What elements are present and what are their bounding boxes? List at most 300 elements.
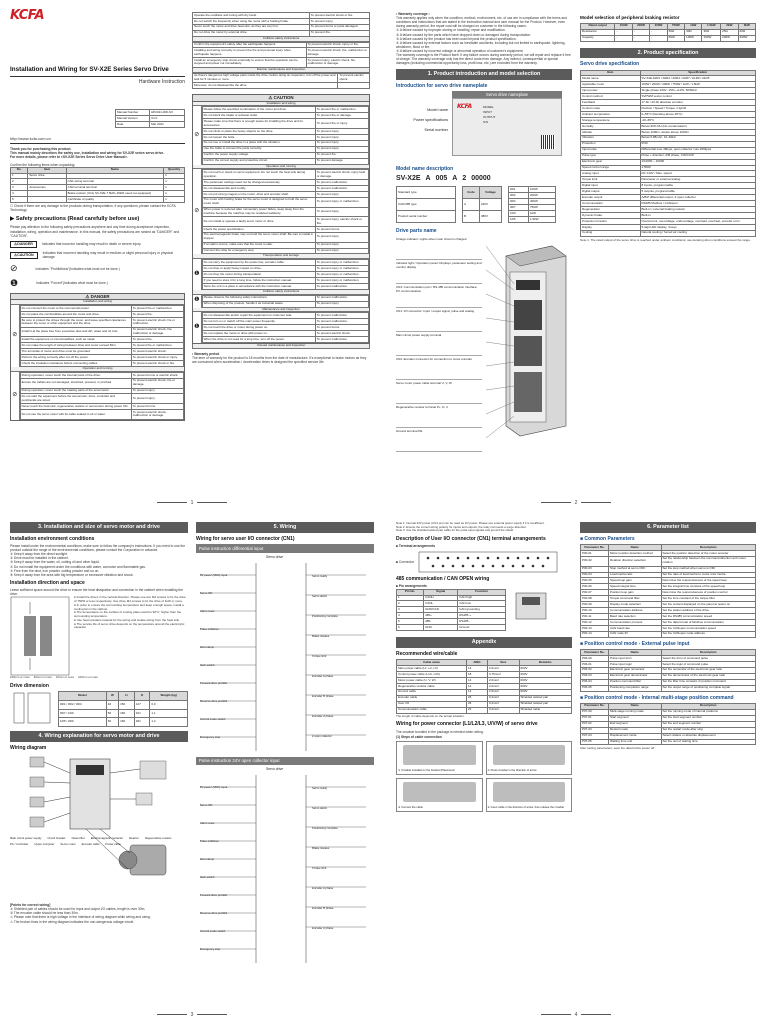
io-output-label: Servo ready <box>312 786 328 790</box>
pos-int-header-cell: Description <box>661 703 756 709</box>
caution-cell: The electromagnetic brake may not hold the servo motor shaft. Be sure to install a stopper. <box>202 232 315 242</box>
checklist-cell: 1 <box>11 173 28 179</box>
caution-cell: To prevent injury. <box>315 301 368 307</box>
manual-meta-cell: Manual Number <box>116 110 150 116</box>
install-space-diagram <box>10 596 70 676</box>
caution-cell: To prevent malfunction. <box>315 295 368 301</box>
caution-section-name: Maintenance and inspection <box>193 308 369 313</box>
caution-section-name: Operation and running <box>193 165 369 170</box>
recommended-cable-cell: Communication cable <box>397 707 467 713</box>
param-cell: Select the position detection of the motor encoder <box>661 550 756 556</box>
caution-cell: To prevent injury. <box>315 191 368 197</box>
danger-cell: Ensure the cables are not damaged, stretched, pressed, or pinched. <box>20 378 131 388</box>
danger-cell: To prevent electric shock, malfunction or damage. <box>131 410 183 420</box>
caution-cell: Confirm the correct supply and protective circuit. <box>202 158 315 164</box>
danger-row <box>20 394 183 404</box>
page4-left-column <box>396 522 572 1012</box>
document-subtitle: Hardware Instruction <box>138 79 185 86</box>
caution-cell: Please follow the specified combination of the motor and drive. <box>202 107 315 113</box>
power-conn-sub: The crowbar bundled in the package is needed when wiring. <box>396 729 484 734</box>
io-input-label: Alarm reset <box>200 821 215 825</box>
caution-cell: To prevent injury or malfunction. <box>315 266 368 272</box>
caution-section-table <box>202 259 369 290</box>
final-note: After setting parameters, save the data before power off. <box>580 746 655 751</box>
dimension-title: Drive dimension <box>10 682 49 689</box>
recommended-cable-header-cell: Cable name <box>397 660 467 666</box>
param-cell: P00-12 <box>581 620 609 626</box>
spec-cell: Digital input <box>581 183 641 189</box>
col2-b-row <box>193 83 370 89</box>
col2-a-cell: Confirm the equipment's safety after the earthquake happens. <box>193 42 307 48</box>
dimension-row <box>59 709 188 718</box>
io-input-label: Reverse drive prohibit <box>200 911 228 915</box>
recommended-title: Recommended wire/cable <box>396 650 458 657</box>
pin-cell: CAN high <box>458 595 506 601</box>
pin-header-cell: Signal <box>424 589 458 595</box>
param-cell: Set the ratio of load inertia to motor rotor inertia <box>661 572 756 578</box>
caution-section-table <box>202 295 369 308</box>
connector-pin-drawing <box>418 551 558 573</box>
pin-cell: CANH <box>424 595 458 601</box>
spec-cell: Digital output <box>581 189 641 195</box>
caution-cell: To prevent fire. <box>315 152 368 158</box>
dimension-header-cell: H <box>119 692 135 701</box>
section-4-header: 4. Wiring explanation for servo motor and drive <box>10 731 188 742</box>
param-cell: P00-08 <box>581 596 609 602</box>
param-cell: Rotation direction selection <box>609 556 662 566</box>
spec-cell: Electronic gear <box>581 159 641 165</box>
nameplate-image <box>452 98 562 156</box>
power-code-cell: 1kW <box>528 211 555 217</box>
param-cell: Speed integral time <box>609 584 662 590</box>
conn-step-caption: ④ Insert cable in the direction of arrow, then release the crowbar <box>487 806 565 810</box>
param-cell: Set the RS485 communication speed <box>661 614 756 620</box>
power-code-cell: 1.5kW <box>528 217 555 223</box>
space-label: 10mm or more <box>55 675 75 680</box>
col2-section-a: Collision safety instructions <box>192 37 370 42</box>
param-cell: Load inertia ratio <box>609 572 662 578</box>
recommended-cable-cell: 24 <box>467 707 488 713</box>
io-output-label: Brake release <box>312 633 330 638</box>
recommended-cable-header-cell: Remarks <box>519 660 572 666</box>
cn1-diff-diagram <box>196 555 374 755</box>
danger-section-table <box>20 372 184 420</box>
danger-cell: To prevent fire or malfunction. <box>131 306 183 312</box>
model-voltage-cell: 220V <box>479 199 501 211</box>
io-input-label: Servo ON <box>200 590 213 595</box>
col2-a-cell: To prevent injury, electric shock, fire, malfunction or damage. <box>306 58 369 68</box>
param-cell: Stop method at servo OFF <box>609 566 662 572</box>
spec-cell: Torque limit <box>581 177 641 183</box>
section-5-header: 5. Wiring <box>196 522 374 533</box>
power-code-cell: 0R2 <box>509 193 529 199</box>
pin-cell: GND/CAN <box>424 607 458 613</box>
caution-cell: Do not disassemble and modify. <box>202 186 315 192</box>
manual-meta-cell: HP2021-000-SV <box>150 110 185 116</box>
page2-left-column <box>396 12 572 500</box>
checklist-cell: 1 <box>164 197 185 203</box>
col2-a-cell: To prevent electric shock, injury or fire. <box>306 42 369 48</box>
conn-step <box>396 778 483 812</box>
direction-item: ● Install the drives in the vertical direction. Please use two M4 screws to fix the drive of 750W or less respectively. Use three M4 screws to fix the drive of 1kW or more. <box>74 595 186 604</box>
model-code <box>396 175 572 184</box>
pin-cell: CAN low <box>458 601 506 607</box>
caution-legend: ⚠CAUTION Indicates that incorrect handling may result in medium or slight personal injury or physical damage. <box>10 251 185 259</box>
model-voltage-header-cell: Code <box>463 187 480 199</box>
model-code-part: SV-X2E <box>396 174 421 182</box>
checklist-cell <box>28 197 66 203</box>
spec-cell: Cooling <box>581 230 641 236</box>
model-type-row <box>397 199 456 211</box>
recommended-cable-cell: 0.2mm² <box>488 701 520 707</box>
env-item: ② Drive must be installed in the cabinet. <box>10 556 69 561</box>
pin-title: ■ Pin arrangements <box>396 584 427 589</box>
danger-cell: To prevent fire. <box>131 312 183 318</box>
page3-right-column <box>196 522 374 1012</box>
caution-cell: When disposing of the product, handle it as industrial waste. <box>202 301 315 307</box>
io-output-label: Torque limit <box>312 653 327 658</box>
brand-logo: KCFA <box>10 8 45 23</box>
env-item: ④ Do not install the equipment under the conditions with water, corrosive and flammable gas. <box>10 564 146 569</box>
cn1-desc-title: Description of User I/O connector (CN1) terminal arrangements <box>396 535 546 542</box>
caution-cell: Do not carry the equipment by the power line, encoder cable. <box>202 260 315 266</box>
pos-ext-cell: Pulse input logic <box>609 661 662 667</box>
pos-int-row <box>581 739 756 745</box>
power-code-table <box>508 186 556 223</box>
io-output-label: Torque limit <box>312 866 327 870</box>
caution-table <box>192 94 370 344</box>
spec-header-cell: Specification <box>640 70 756 76</box>
pos-ext-cell: Electronic gear denominator <box>609 673 662 679</box>
spec-cell: Encoder output <box>581 195 641 201</box>
spec-cell: SV-X2E A0R1 / A0R2 / A0R4 / A0R7 / A1R0 / A1R5 <box>640 76 756 82</box>
spec-cell: Speed control range <box>581 165 641 171</box>
danger-legend: ⚠DANGER Indicates that incorrect handling may result in death or severe injury. <box>10 241 185 248</box>
warranty-item: ② A failure caused by the parts which have dropped down or damaged during transportation. <box>396 32 532 37</box>
param-cell: Speed loop gain <box>609 578 662 584</box>
power-conn-title: Wiring for power connector (L1/L2/L3, U/V/W) of servo drive <box>396 721 538 728</box>
danger-badge: ⚠DANGER <box>10 241 37 248</box>
checklist-cell: Brake resistor (Only SV-X2E 7.5kW~15kW need not equipped) <box>66 191 163 197</box>
env-text: Please install under the environmental conditions, make sure to follow the company's instructions. If you need to use the product outside the range of the environmental conditions, please consult the Corporation in advance. <box>10 544 186 553</box>
connector-label: ■ Connector <box>396 560 415 565</box>
caution-cell: Do not climb or place the heavy objects on the drive. <box>202 129 315 135</box>
direction-block <box>10 596 188 676</box>
danger-cell: During operation, never touch the rotating parts of the servomotor. <box>20 388 131 394</box>
warranty-title: • Warranty period <box>192 351 220 356</box>
caution-cell: To prevent malfunction. <box>315 337 368 343</box>
page-number-3: 3 <box>0 1012 384 1018</box>
model-code-part: 2 <box>462 174 467 182</box>
warranty-item: ⑤ A failure caused by incorrect voltage or abnormal operation of customer's equipment. <box>396 48 524 53</box>
model-voltage-table <box>462 186 502 223</box>
company-url[interactable]: http://www.kcfa.com.cn <box>10 136 51 142</box>
servo-drive-label-1: Servo drive <box>266 554 284 559</box>
io-output-label: Servo alarm <box>312 593 328 598</box>
model-type-table <box>396 186 456 223</box>
model-voltage-row <box>463 199 502 211</box>
recommended-cable-cell: Shielded twisted pair <box>519 701 572 707</box>
space-label: 100mm or more <box>10 675 30 680</box>
dimension-row <box>59 718 188 727</box>
danger-cell: Do not start the equipment before the servomotor, drive, controller and peripherals are wired. <box>20 394 131 404</box>
page1-left-column <box>10 8 185 500</box>
periph-cell: 300W <box>738 35 755 41</box>
param-cell: Communication address <box>609 608 662 614</box>
recommended-cable-cell: 14 <box>467 683 488 689</box>
pin-cell: RS485 - <box>458 619 506 625</box>
pos-ext-cell: Set the filter time constant of position command <box>661 679 756 685</box>
warranty-scope: This warranty applies only when the condition, method, environment, etc. of use are in compliance with the terms and conditions and instructions that are stated in the instruction manual and user manual for the Product. However, even during warranty period, the repair cost will be charged on customer in the following cases: <box>396 16 567 29</box>
param-cell: P00-06 <box>581 584 609 590</box>
io-input-label: Emergency stop <box>200 734 221 739</box>
model-type-cell: Standard type <box>397 187 456 199</box>
pos-int-header-cell: Parameter No. <box>581 703 609 709</box>
col2-a-table <box>192 42 370 68</box>
caution-cell: Do not loosen the bolts. <box>202 134 315 140</box>
param-cell: Set the integral time constant of the speed loop <box>661 584 756 590</box>
prohibit-icon: ⊘ <box>193 106 202 164</box>
param-cell: P00-03 <box>581 566 609 572</box>
top-note: Note 1: Internal 24V power (CN1 pin) can be used as I/O power. Please use external power supply if it is insufficient. <box>396 522 545 525</box>
conn-step-caption: ③ Connect the cable <box>398 806 423 810</box>
recommended-cable-cell: Encoder cable <box>397 695 467 701</box>
model-desc-tables <box>396 186 572 223</box>
caution-section-table <box>202 169 369 254</box>
recommended-cable-cell: Main power cable (L1, L2, L3) <box>397 666 467 672</box>
caution-cell: Please make sure that there is enough space for installing the drive and its accessories. <box>202 119 315 129</box>
param-cell: Set the CANopen node address <box>661 631 756 637</box>
col2-top-cell: To prevent burns or parts damaged. <box>309 24 369 30</box>
spec-cell: Model name <box>581 76 641 82</box>
io-input-label: Pulse inhibition <box>200 839 219 843</box>
warranty-text: The term of warranty for the product is 18 months from the date of manufacture. It's exceptional to brake motors as they are consumed when acceleration / deceleration times is designed the specified service life. <box>192 355 367 364</box>
param-header-cell: Parameter No. <box>581 545 609 551</box>
io-input-label: 5V power (VDC) input <box>200 572 228 577</box>
check-note: ☐ Check if there are any damage to the products during transportation, if any questions, please contact the KCFA Technology. <box>10 204 176 213</box>
drive-part-label: Regenerative resistor terminal P+, D, C <box>396 404 482 428</box>
page2-right-column <box>580 12 756 500</box>
model-voltage-row <box>463 211 502 223</box>
drive-parts-title: Drive parts name <box>396 228 437 235</box>
param-cell: P00-05 <box>581 578 609 584</box>
checklist-cell: Servo drive <box>28 173 66 179</box>
triangle-right-icon: ▶ <box>10 216 15 223</box>
warranty-item: ④ A failure caused by external factors such as inevitable accidents, including but not limited to earthquake, lightning, windstorm, flood or fire. <box>396 40 566 49</box>
common-param-table <box>580 544 756 638</box>
space-labels <box>10 676 188 679</box>
dimension-header-cell: W <box>106 692 118 701</box>
recommended-note: The length of cable depends on the actual situation. <box>396 713 465 718</box>
param-header-cell: Name <box>609 545 662 551</box>
caution-cell: Do not touch the drive or motor during power on. <box>202 325 315 331</box>
spec-cell: SVPWM vector control <box>640 94 756 100</box>
env-item: ③ Keep it away from the water, oil, cutting oil and other liquid. <box>10 560 100 565</box>
env-items <box>10 552 188 577</box>
power-code-cell: 200W <box>528 193 555 199</box>
periph-cell: - <box>632 29 649 35</box>
caution-cell: The motor with holding brake for the servo motor is designed to hold the servo motor shaft. <box>202 197 315 207</box>
wiring-label: Power cable <box>105 841 121 846</box>
io-output-label: Positioning complete <box>312 613 338 618</box>
caution-cell: Do not drop or apply heavy impact on drive. <box>202 266 315 272</box>
nameplate-field: S/N <box>483 120 489 125</box>
checklist-cell: 4 <box>11 191 28 197</box>
io-input-label: 5V power (VDC) input <box>200 785 228 789</box>
pos-ext-header-cell: Parameter No. <box>581 650 609 656</box>
warranty-item: ③ A failure caused by the product has been used beyond the product specification. <box>396 36 517 41</box>
dimension-header-cell: Model <box>59 692 107 701</box>
col2-section-b: Routine maintenance and inspection <box>192 68 370 73</box>
spec-cell: 8 inputs, programmable <box>640 183 756 189</box>
model-desc-title: Model name description <box>396 166 454 173</box>
periph-cell: - <box>632 35 649 41</box>
spec-cell: Display <box>581 224 641 230</box>
pos-int-cell: P07-01 <box>581 715 609 721</box>
pos-ext-cell: P06-05 <box>581 685 609 691</box>
periph-cell: 200W <box>721 35 738 41</box>
model-code-part: 00000 <box>471 174 491 182</box>
pin-cell: 485- <box>424 619 458 625</box>
spec-title: Servo drive specification <box>580 61 640 68</box>
env-title: Installation environment conditions <box>10 535 95 542</box>
conn-step <box>396 741 483 775</box>
io-output-label: Encoder A phase <box>312 673 334 678</box>
spec-row <box>581 230 756 236</box>
periph-title: Model selection of peripheral braking resistor <box>580 15 680 20</box>
connector-figure <box>396 551 572 573</box>
warning-icon: ⚠ <box>85 293 90 299</box>
checklist-cell: 1 <box>164 173 185 179</box>
caution-cell: Do not turn on or switch off the main power frequently. <box>202 319 315 325</box>
recommended-cable-cell: 26 <box>467 695 488 701</box>
thanks-text-2: This manual mainly describes the safety use, installation and wiring for SV-X2E series servo drive. <box>10 151 165 156</box>
param-cell: P00-13 <box>581 625 609 631</box>
pos-ext-table <box>580 649 756 692</box>
pos-int-cell: Multi-stage running mode <box>609 709 662 715</box>
io-input-label: Pulse inhibition <box>200 626 219 631</box>
drive-parts-diagram <box>396 236 572 466</box>
direction-item: ● The temperature on the surface of cooling plate could be 90°C; higher than the surrounding temperature. <box>74 610 182 619</box>
spec-cell: Input power <box>581 88 641 94</box>
danger-cell: Install the equipment on incombustibles, such as metal. <box>20 337 131 343</box>
pos-int-cell: P07-02 <box>581 721 609 727</box>
caution-cell: To prevent injury or malfunction. <box>315 278 368 284</box>
wiring-label: Encoder cable <box>81 841 100 846</box>
recommended-cable-cell: Shielded twisted pair <box>519 695 572 701</box>
appendix-header: Appendix <box>396 637 572 648</box>
caution-cell: Do not use or install the drive in a place with the vibration. <box>202 140 315 146</box>
recommended-cable-cell: 14 <box>467 677 488 683</box>
caution-cell: When power is restored after momentary power failure, keep away from the machine because the machine may be restarted suddenly. <box>202 207 315 217</box>
danger-row <box>20 318 183 328</box>
danger-row <box>20 378 183 388</box>
dimension-cell: 147 <box>134 700 150 709</box>
param-cell: CAN baud rate <box>609 625 662 631</box>
dimension-cell: 181 <box>134 718 150 727</box>
top-note: Note 2: Ensure the correct wiring polarity for inputs and outputs; the relay coil needs a surge absorber. <box>396 524 527 529</box>
space-label: 100mm or more <box>78 675 98 680</box>
nameplate-field: INPUT <box>483 110 492 115</box>
col2-b-cell: As there's dangerous high voltage parts inside the drive, before doing an inspection, turn off the power and wait for 5 minutes or more. <box>193 73 338 83</box>
danger-cell: To prevent electric shock. <box>131 349 183 355</box>
caution-cell: To prevent injury. <box>315 146 368 152</box>
dimension-header-row <box>59 692 188 701</box>
spec-cell: Control method <box>581 94 641 100</box>
page-4 <box>384 512 768 1024</box>
spec-cell: Protection <box>581 141 641 147</box>
section-3-header: 3. Installation and size of servo motor and drive <box>10 522 188 533</box>
document-title: Installation and Wiring for SV-X2E Series Servo Drive <box>10 66 169 74</box>
col2-top-table <box>192 12 370 37</box>
danger-table-title: ⚠ DANGER <box>11 294 184 301</box>
periph-header-cell: 200W <box>632 23 649 29</box>
caution-section <box>193 295 369 308</box>
recommended-cable-cell: 0.75mm² <box>488 672 520 678</box>
periph-cell: 100W <box>702 35 721 41</box>
recommended-cable-cell: 2.0mm² <box>488 683 520 689</box>
caution-cell: To prevent injury. <box>315 129 368 135</box>
periph-cell: 60W <box>667 35 684 41</box>
recommended-cable-cell: 14 <box>467 666 488 672</box>
nameplate-title: Introduction for servo drive nameplate <box>396 83 488 90</box>
spec-cell: Built-in / external braking resistor <box>640 207 756 213</box>
pin-table <box>396 589 506 632</box>
conn-step-illustration <box>493 745 566 765</box>
recommended-cable-cell: Regenerative resistor cable <box>397 683 467 689</box>
spec-cell: Applicable motor <box>581 82 641 88</box>
pos-int-cell: End segment <box>609 721 662 727</box>
pin-cell: GND <box>424 625 458 631</box>
caution-cell: To prevent damage. <box>315 158 368 164</box>
danger-section-name: Installation and wiring <box>11 300 184 305</box>
recommended-cable-cell: 600V <box>519 689 572 695</box>
param-cell: P00-09 <box>581 602 609 608</box>
io-output-label: Encoder Z phase <box>312 926 334 930</box>
periph-header-cell: Rated output <box>581 23 615 29</box>
danger-cell: The terminals of motor and drive must be grounded. <box>20 349 131 355</box>
warranty-end: The warranty coverage is the Product itself. If any failure occurs during warranty period, we will repair and replace it free of charge. The warranty coverage only has the direct costs from damage. Any indirect, consequential or special damages (including commercial opportunity loss, profit loss, etc.) are excluded from the warranty. <box>396 53 571 66</box>
caution-row <box>202 170 368 180</box>
io-output-label: Encoder Z phase <box>312 713 334 718</box>
rj45-connector-drawing <box>512 589 552 625</box>
model-code-part: A <box>452 174 458 182</box>
param-cell: Set the stop method when servo is OFF <box>661 566 756 572</box>
pos-int-cell: P07-05 <box>581 739 609 745</box>
direction-text: Leave sufficient space around the drive to ensure the heat dissipation and convection in the cabinet when installing the drive. <box>10 588 183 597</box>
dimension-cell: 60 <box>106 718 118 727</box>
danger-cell: To prevent injury. <box>131 388 183 394</box>
caution-cell: To prevent burns. <box>315 226 368 232</box>
conn-step-illustration <box>493 782 566 802</box>
rs485-title: 485 communication / CAN OPEN wiring <box>396 576 490 583</box>
danger-row <box>20 410 183 420</box>
top-note: Note 3: Use the shielded twisted pair cable for the pulse input signals and ground the shield. <box>396 528 514 533</box>
caution-section-table <box>202 106 369 164</box>
pos-ext-cell: Set the denominator of the electronic gear ratio <box>661 673 756 679</box>
periph-header-cell: 400W <box>650 23 667 29</box>
pos-ext-cell: Positioning completion range <box>609 685 662 691</box>
dimension-table <box>58 691 188 727</box>
param-cell: Set the content displayed on the panel at power on <box>661 602 756 608</box>
checklist-cell: Accessories <box>28 185 66 191</box>
nameplate-logo: KCFA <box>457 103 472 111</box>
drive-part-label: CN3: Communication port / RS-485 communication interface, PC communication <box>396 284 482 308</box>
env-item: ① Keep it away from the direct sunlight. <box>10 552 68 557</box>
io-output-label: Encoder B phase <box>312 906 334 910</box>
checklist-cell: 3 <box>11 185 28 191</box>
caution-cell: Do not install or operate a faulty servo motor or drive. <box>202 217 315 227</box>
